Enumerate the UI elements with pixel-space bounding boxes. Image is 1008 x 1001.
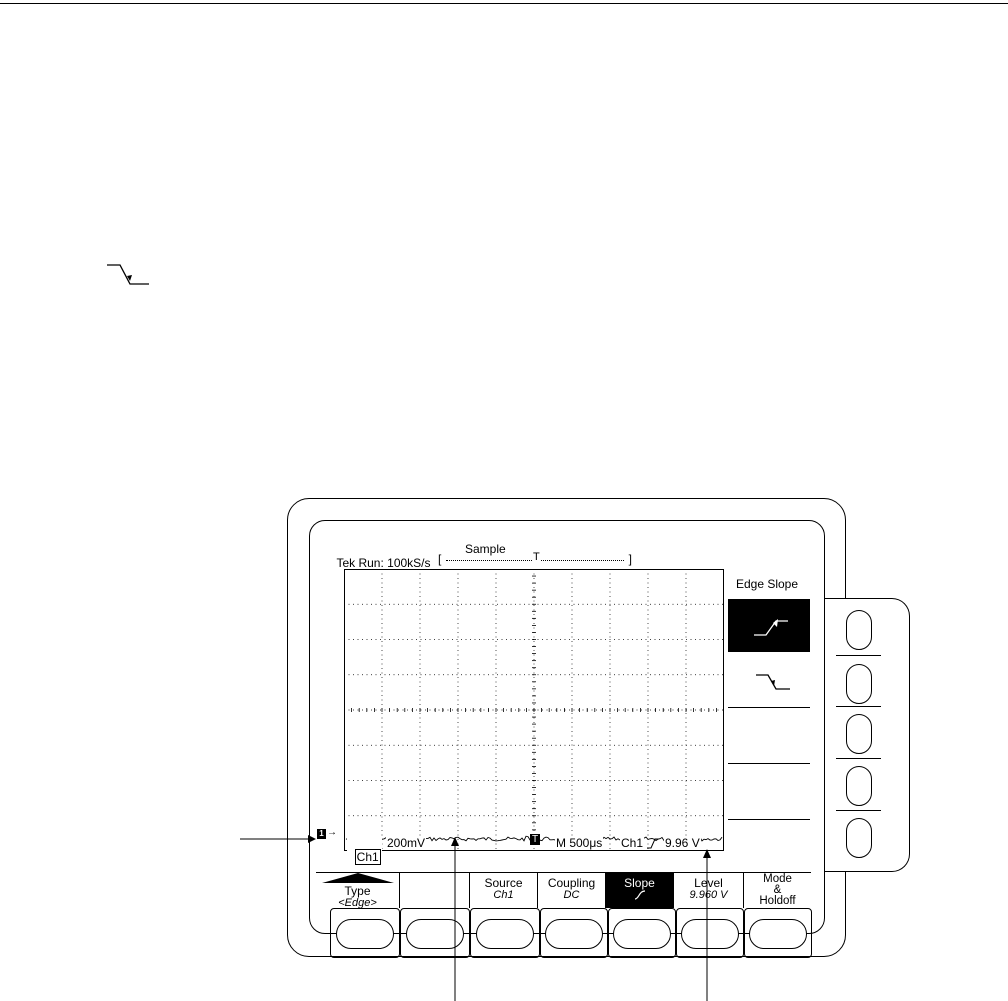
acquisition-mode: Sample [465,542,506,556]
menu-source[interactable]: Source Ch1 [470,873,538,908]
rising-edge-icon [646,837,660,850]
menu-coupling[interactable]: Coupling DC [538,873,606,908]
timebase-readout: M 500μs [556,836,603,850]
rising-edge-icon [633,889,647,901]
bottom-button-5[interactable] [613,919,671,949]
bottom-button-1[interactable] [336,919,394,949]
side-menu [724,569,810,845]
side-button-3[interactable] [846,714,872,754]
side-button-1[interactable] [846,610,872,650]
side-button-4[interactable] [846,766,872,806]
vertical-scale-readout: 200mV [387,836,426,850]
bottom-button-7[interactable] [749,919,807,949]
run-status: Tek Run: 100kS/s [336,556,431,570]
channel-ground-indicator: 1 → [317,829,337,840]
callout-arrow-trace [449,836,461,1001]
bottom-menu [316,872,811,909]
trigger-position-marker: T [533,551,540,563]
rising-edge-icon [728,599,810,651]
graticule [344,569,724,851]
falling-edge-icon [728,653,810,707]
page-top-rule [0,3,1008,4]
trigger-marker: T [532,834,539,845]
menu-type[interactable]: Type <Edge> [316,873,400,908]
menu-mode-holdoff[interactable]: Mode & Holdoff [759,873,796,907]
side-menu-rising-edge[interactable] [728,599,810,652]
bottom-button-3[interactable] [476,919,534,949]
callout-arrow-level [701,848,713,1001]
side-menu-blank-3[interactable] [728,709,810,764]
menu-up-arrow-icon [316,872,400,884]
channel-readout: Ch1 [347,836,382,864]
side-menu-blank-4[interactable] [728,765,810,820]
side-menu-falling-edge[interactable] [728,653,810,708]
menu-slope[interactable]: Slope [606,873,674,908]
trigger-level-readout: 9.96 V [665,836,700,850]
trigger-source-readout: Ch1 [621,836,644,850]
side-button-5[interactable] [846,818,872,858]
falling-edge-icon [104,262,154,290]
record-view-bar: [ T ] [438,551,632,566]
side-button-2[interactable] [846,664,872,704]
side-menu-title: Edge Slope [735,577,799,591]
callout-arrow-ground [240,834,316,844]
menu-level[interactable]: Level 9.960 V [674,873,744,908]
bottom-button-4[interactable] [545,919,603,949]
